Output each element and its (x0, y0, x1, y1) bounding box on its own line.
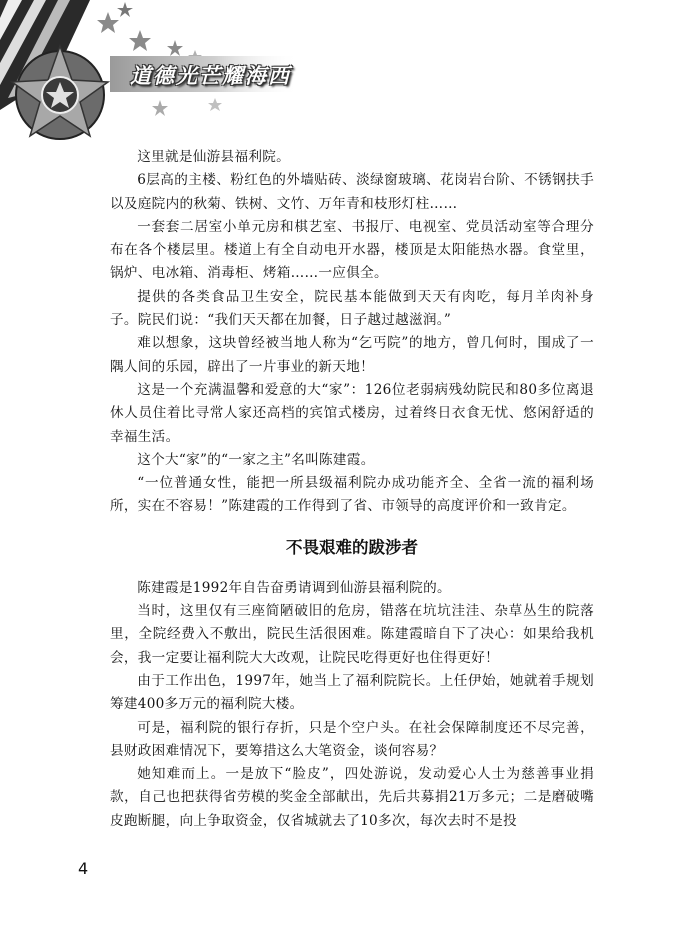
paragraph: 这里就是仙游县福利院。 (137, 149, 291, 165)
paragraph: 陈建霞是1992年自告奋勇请调到仙游县福利院的。 (137, 579, 451, 596)
paragraph: 可是，福利院的银行存折，只是个空户头。在社会保障制度还不尽完善，县财政困难情况下，要筹措这么大笔资金，谈何容易？ (110, 719, 594, 759)
paragraph: 她知难而上。一是放下“脸皮”，四处游说，发动爱心人士为慈善事业捐款，自己也把获得省劳模的奖金全部献出，先后共募捐21万多元；二是磨破嘴皮跑断腿，向上争取资金，仅省城就去了10多次，每次去时不是投 (110, 766, 594, 829)
banner-title: 道德光芒耀海西 (130, 64, 291, 88)
paragraph: 这是一个充满温馨和爱意的大“家”：126位老弱病残幼院民和80多位离退休人员住着比寻常人家还高档的宾馆式楼房，过着终日衣食无忧、悠闲舒适的幸福生活。 (110, 381, 594, 445)
paragraph: 当时，这里仅有三座简陋破旧的危房，错落在坑坑洼洼、杂草丛生的院落里，全院经费入不敷出，院民生活很困难。陈建霞暗自下了决心：如果给我机会，我一定要让福利院大大改观，让院民吃得更好也住得更好！ (110, 603, 594, 666)
article-body (110, 146, 594, 833)
paragraph: 由于工作出色，1997年，她当上了福利院院长。上任伊始，她就着手规划筹建400多万元的福利院大楼。 (110, 672, 594, 713)
paragraph: 这个大“家”的“一家之主”名叫陈建霞。 (137, 451, 375, 468)
paragraph: 难以想象，这块曾经被当地人称为“乞丐院”的地方，曾几何时，围成了一隅人间的乐园，辟出了一片事业的新天地！ (110, 335, 594, 375)
paragraph: 6层高的主楼、粉红色的外墙贴砖、淡绿窗玻璃、花岗岩台阶、不锈钢扶手以及庭院内的秋菊、铁树、文竹、万年青和枝形灯柱…… (110, 172, 594, 212)
section-heading: 不畏艰难的跋涉者 (286, 537, 418, 557)
paragraph: “一位普通女性，能把一所县级福利院办成功能齐全、全省一流的福利场所，实在不容易！”陈建霞的工作得到了省、市领导的高度评价和一致肯定。 (110, 475, 594, 515)
header-banner (0, 0, 300, 140)
paragraph: 提供的各类食品卫生安全，院民基本能做到天天有肉吃，每月羊肉补身子。院民们说：“我们天天都在加餐，日子越过越滋润。” (110, 288, 594, 329)
paragraph: 一套套二居室小单元房和棋艺室、书报厅、电视室、党员活动室等合理分布在各个楼层里。楼道上有全自动电开水器，楼顶是太阳能热水器。食堂里，锅炉、电冰箱、消毒柜、烤箱……一应俱全。 (110, 218, 594, 282)
page-number: 4 (78, 859, 89, 878)
